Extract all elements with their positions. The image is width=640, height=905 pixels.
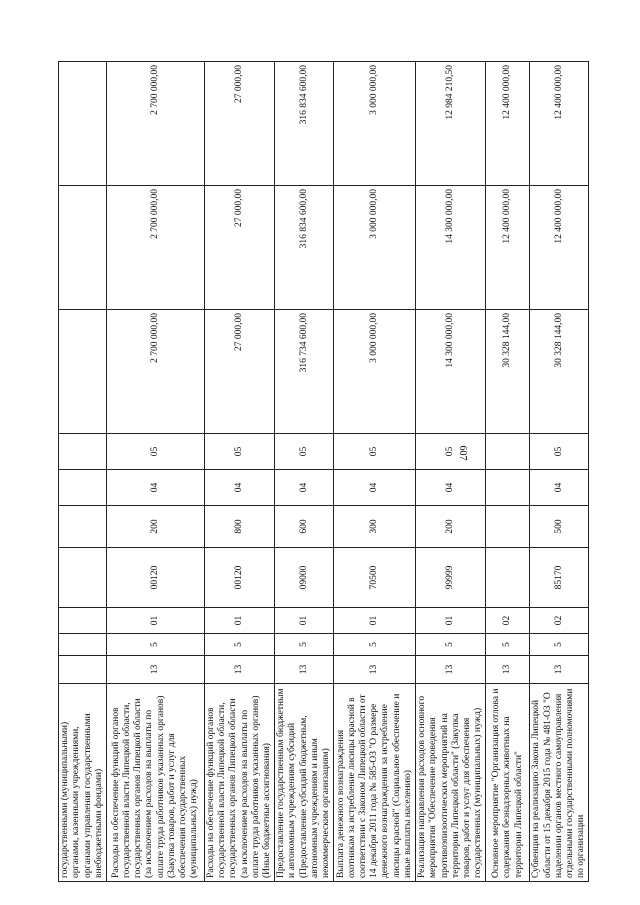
table-row [486,62,530,882]
cell-c1: 13 [416,656,486,684]
cell-c6: 04 [530,470,589,506]
cell-name: Предоставление государственным бюджетным и автономным учреждениям субсидий (Предоставление субсидий бюджетным, автономным учреждениям и иным некоммерческим организациям) [275,684,334,882]
cell-c5 [59,506,107,548]
page-number: 607 [457,445,468,461]
cell-v1: 14 300 000,00 [416,310,486,434]
cell-c5: 200 [416,506,486,548]
cell-c2: 5 [275,634,334,656]
cell-v1: 30 328 144,00 [530,310,589,434]
cell-c7 [486,434,530,470]
cell-v2: 14 300 000,00 [416,186,486,310]
table-body [59,62,589,882]
cell-c3: 01 [334,608,416,634]
cell-c5: 600 [275,506,334,548]
cell-v2: 316 834 600,00 [275,186,334,310]
cell-v2: 12 400 000,00 [486,186,530,310]
cell-c2: 5 [334,634,416,656]
cell-c5 [486,506,530,548]
cell-v1: 30 328 144,00 [486,310,530,434]
cell-c6: 04 [107,470,205,506]
cell-c7 [59,434,107,470]
cell-c2: 5 [205,634,275,656]
cell-c4: 70500 [334,548,416,608]
cell-c1: 13 [205,656,275,684]
cell-c4: 00120 [205,548,275,608]
cell-v2: 3 000 000,00 [334,186,416,310]
cell-name: государственными (муниципальными) органами, казенными учреждениями, органами управления государственными внебюджетными фондами) [59,684,107,882]
cell-c1 [59,656,107,684]
budget-table [58,61,589,882]
cell-c6 [59,470,107,506]
table-row [107,62,205,882]
cell-c6: 04 [275,470,334,506]
cell-c6 [486,470,530,506]
cell-c5: 800 [205,506,275,548]
cell-v2: 2 700 000,00 [107,186,205,310]
cell-c4: 09000 [275,548,334,608]
cell-v3: 2 700 000,00 [107,62,205,186]
cell-c3: 01 [275,608,334,634]
cell-v1: 27 000,00 [205,310,275,434]
table-row [275,62,334,882]
cell-v1: 2 700 000,00 [107,310,205,434]
table-row [530,62,589,882]
cell-c2 [59,634,107,656]
cell-name: Расходы на обеспечение функций органов государственной власти Липецкой области, государственных органов Липецкой области (за исключением расходов на выплаты по оплате труда работников указанных органов) (Иные бюджетные ассигнования) [205,684,275,882]
cell-c3: 01 [416,608,486,634]
cell-c2: 5 [416,634,486,656]
cell-c7: 05 [205,434,275,470]
cell-v3: 316 834 600,00 [275,62,334,186]
cell-v3: 27 000,00 [205,62,275,186]
cell-c4: 99999 [416,548,486,608]
cell-c5: 300 [334,506,416,548]
cell-c3: 02 [530,608,589,634]
cell-c7: 05 [275,434,334,470]
cell-name: Реализация направления расходов основного мероприятия "Обеспечение проведения противоэпизоотических мероприятий на территории Липецкой области" (Закупка товаров, работ и услуг для обеспечения государственных (муниципальных) нужд) [416,684,486,882]
rotated-page [58,62,587,882]
cell-v1: 316 734 600,00 [275,310,334,434]
cell-c1: 13 [107,656,205,684]
cell-c5: 200 [107,506,205,548]
cell-c1: 13 [486,656,530,684]
cell-c3: 02 [486,608,530,634]
cell-c4 [486,548,530,608]
cell-name: Основное мероприятие "Организация отлова и содержания безнадзорных животных на территории Липецкой области" [486,684,530,882]
cell-c3: 01 [205,608,275,634]
cell-c2: 5 [486,634,530,656]
cell-c4: 00120 [107,548,205,608]
table-row [59,62,107,882]
cell-name: Выплата денежного вознаграждения охотникам за истребление лисицы красной в соответствии с Законом Липецкой области от 14 декабря 2011 года № 585-ОЗ "О размере денежного вознаграждения за истребление лисицы красной" (Социальное обеспечение и иные выплаты населению) [334,684,416,882]
cell-c7: 05 [530,434,589,470]
cell-c1: 13 [275,656,334,684]
cell-v2: 12 400 000,00 [530,186,589,310]
cell-v3: 12 400 000,00 [486,62,530,186]
cell-c5: 500 [530,506,589,548]
cell-c7: 05 [107,434,205,470]
cell-c7: 05 [416,434,486,470]
cell-name: Субвенция на реализацию Закона Липецкой области от 15 декабря 2015 года № 481-ОЗ "О наделении органов местного самоуправления отдельными государственными полномочиями по организации [530,684,589,882]
cell-c4 [59,548,107,608]
table-row [205,62,275,882]
cell-c3 [59,608,107,634]
cell-v2 [59,186,107,310]
table-row [334,62,416,882]
cell-c1: 13 [334,656,416,684]
table-row [416,62,486,882]
cell-c2: 5 [530,634,589,656]
cell-name: Расходы на обеспечение функций органов государственной власти Липецкой области, государственных органов Липецкой области (за исключением расходов на выплаты по оплате труда работников указанных органов) (Закупка товаров, работ и услуг для обеспечения государственных (муниципальных) нужд) [107,684,205,882]
cell-c3: 01 [107,608,205,634]
cell-v3 [59,62,107,186]
cell-c6: 04 [334,470,416,506]
cell-c6: 04 [205,470,275,506]
cell-c2: 5 [107,634,205,656]
cell-c1: 13 [530,656,589,684]
cell-c7: 05 [334,434,416,470]
cell-v1 [59,310,107,434]
cell-c4: 85170 [530,548,589,608]
cell-v3: 3 000 000,00 [334,62,416,186]
cell-v3: 12 984 210,50 [416,62,486,186]
cell-v1: 3 000 000,00 [334,310,416,434]
cell-v2: 27 000,00 [205,186,275,310]
cell-v3: 12 400 000,00 [530,62,589,186]
cell-c6: 04 [416,470,486,506]
